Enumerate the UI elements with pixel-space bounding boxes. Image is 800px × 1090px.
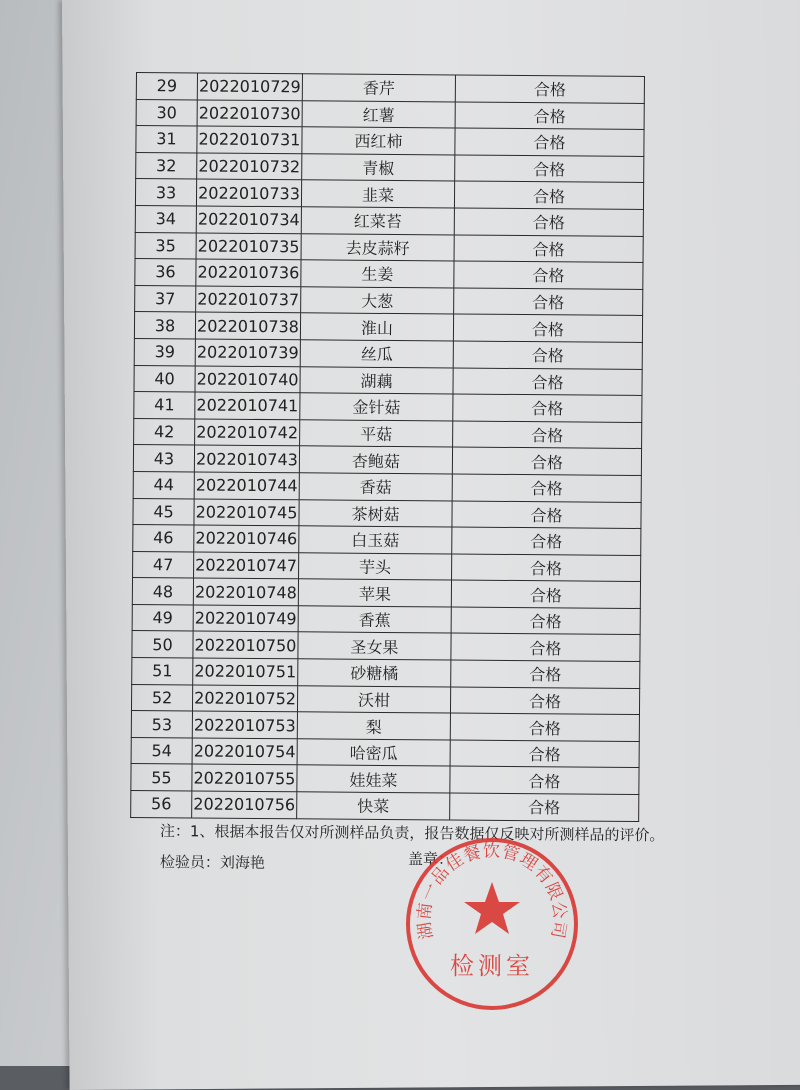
sample-name: 平菇 <box>300 420 453 448</box>
row-number: 43 <box>133 445 194 472</box>
footnote: 注：1、根据本报告仅对所测样品负责，报告数据仅反映对所测样品的评价。 <box>159 821 665 845</box>
test-result: 合格 <box>450 793 639 821</box>
sample-name: 砂糖橘 <box>298 659 451 687</box>
test-result: 合格 <box>452 474 641 502</box>
row-number: 30 <box>136 99 197 126</box>
row-number: 49 <box>132 604 193 631</box>
row-number: 33 <box>135 179 196 206</box>
sample-name: 西红柿 <box>302 127 455 155</box>
seal-label: 盖章： <box>408 850 454 868</box>
sample-name: 圣女果 <box>298 632 451 660</box>
table-row <box>135 232 643 263</box>
table-row <box>134 312 642 343</box>
row-number: 32 <box>136 152 197 179</box>
row-number: 29 <box>136 73 197 100</box>
table-row <box>135 205 643 236</box>
inspection-results-table <box>130 72 645 822</box>
test-result: 合格 <box>452 527 641 555</box>
test-result: 合格 <box>450 740 639 768</box>
row-number: 34 <box>135 205 196 232</box>
row-number: 40 <box>134 365 195 392</box>
seal-star-icon <box>464 882 520 934</box>
table-row <box>134 392 642 423</box>
sample-code: 2022010732 <box>197 153 302 180</box>
sample-name: 娃娃菜 <box>297 765 450 793</box>
table-row <box>136 126 644 157</box>
table-body <box>131 73 645 822</box>
sample-name: 红菜苔 <box>301 207 454 235</box>
sample-name: 淮山 <box>300 313 453 341</box>
row-number: 41 <box>134 392 195 419</box>
sample-code: 2022010748 <box>193 578 298 605</box>
sample-name: 青椒 <box>302 154 455 182</box>
seal-ring-text: 湖南一品佳餐饮管理有限公司 <box>414 841 570 941</box>
sample-code: 2022010734 <box>196 206 301 233</box>
sample-name: 沃柑 <box>297 685 450 713</box>
test-result: 合格 <box>455 155 644 183</box>
test-result: 合格 <box>451 633 640 661</box>
test-result: 合格 <box>452 554 641 582</box>
sample-code: 2022010752 <box>192 685 297 712</box>
sample-name: 香芹 <box>302 74 455 102</box>
sample-name: 梨 <box>297 712 450 740</box>
table-row <box>135 259 643 290</box>
sample-name: 红薯 <box>302 100 455 128</box>
sample-code: 2022010733 <box>196 179 301 206</box>
test-result: 合格 <box>453 368 642 396</box>
test-result: 合格 <box>451 660 640 688</box>
test-result: 合格 <box>453 421 642 449</box>
test-result: 合格 <box>453 394 642 422</box>
table-row <box>131 684 639 715</box>
sample-name: 快菜 <box>297 792 450 820</box>
sample-code: 2022010739 <box>195 339 300 366</box>
row-number: 36 <box>135 259 196 286</box>
test-result: 合格 <box>451 607 640 635</box>
sample-code: 2022010737 <box>196 286 301 313</box>
table-row <box>136 99 644 130</box>
sample-name: 香蕉 <box>298 606 451 634</box>
test-result: 合格 <box>453 341 642 369</box>
row-number: 54 <box>131 737 192 764</box>
row-number: 38 <box>134 312 195 339</box>
table-row <box>133 525 641 556</box>
table-row <box>131 764 639 795</box>
sample-code: 2022010735 <box>196 233 301 260</box>
sample-code: 2022010741 <box>195 392 300 419</box>
row-number: 31 <box>136 126 197 153</box>
test-result: 合格 <box>453 314 642 342</box>
sample-code: 2022010746 <box>194 525 299 552</box>
test-result: 合格 <box>452 447 641 475</box>
table-row <box>133 498 641 529</box>
sample-name: 韭菜 <box>301 180 454 208</box>
row-number: 44 <box>133 471 194 498</box>
table-row <box>133 551 641 582</box>
row-number: 56 <box>131 791 192 818</box>
row-number: 50 <box>132 631 193 658</box>
sample-code: 2022010745 <box>194 498 299 525</box>
row-number: 46 <box>133 525 194 552</box>
row-number: 35 <box>135 232 196 259</box>
official-seal <box>402 834 582 1014</box>
row-number: 47 <box>133 551 194 578</box>
test-result: 合格 <box>455 128 644 156</box>
sample-name: 香菇 <box>299 473 452 501</box>
sample-code: 2022010742 <box>195 419 300 446</box>
sample-code: 2022010747 <box>194 552 299 579</box>
inspector-line: 检验员：刘海艳 <box>159 852 265 872</box>
table-row <box>132 658 640 689</box>
row-number: 51 <box>132 658 193 685</box>
table-row <box>135 179 643 210</box>
table-row <box>134 418 642 449</box>
table-row <box>132 578 640 609</box>
table-row <box>131 737 639 768</box>
sample-code: 2022010756 <box>192 791 297 818</box>
test-result: 合格 <box>454 261 643 289</box>
row-number: 39 <box>134 338 195 365</box>
sample-code: 2022010729 <box>197 73 302 100</box>
row-number: 45 <box>133 498 194 525</box>
sample-code: 2022010755 <box>192 764 297 791</box>
sample-name: 杏鲍菇 <box>299 446 452 474</box>
test-result: 合格 <box>454 288 643 316</box>
sample-name: 白玉菇 <box>299 526 452 554</box>
test-result: 合格 <box>455 75 644 103</box>
sample-code: 2022010731 <box>197 126 302 153</box>
row-number: 37 <box>135 285 196 312</box>
test-result: 合格 <box>450 687 639 715</box>
table-row <box>136 152 644 183</box>
sample-name: 金针菇 <box>300 393 453 421</box>
table-row <box>135 285 643 316</box>
row-number: 52 <box>131 684 192 711</box>
sample-code: 2022010754 <box>192 738 297 765</box>
test-result: 合格 <box>455 102 644 130</box>
sample-code: 2022010751 <box>193 658 298 685</box>
test-result: 合格 <box>451 580 640 608</box>
test-result: 合格 <box>450 766 639 794</box>
sample-code: 2022010743 <box>194 445 299 472</box>
row-number: 55 <box>131 764 192 791</box>
sample-code: 2022010753 <box>192 711 297 738</box>
test-result: 合格 <box>454 208 643 236</box>
sample-code: 2022010744 <box>194 472 299 499</box>
table-row <box>131 711 639 742</box>
sample-name: 湖藕 <box>300 366 453 394</box>
table-row <box>133 471 641 502</box>
table-row <box>133 445 641 476</box>
row-number: 42 <box>134 418 195 445</box>
test-result: 合格 <box>454 181 643 209</box>
table-row <box>134 338 642 369</box>
table-row <box>136 73 644 104</box>
sample-name: 丝瓜 <box>300 340 453 368</box>
test-result: 合格 <box>454 235 643 263</box>
table-row <box>132 604 640 635</box>
sample-code: 2022010740 <box>195 366 300 393</box>
sample-code: 2022010749 <box>193 605 298 632</box>
row-number: 53 <box>131 711 192 738</box>
table-row <box>131 791 639 822</box>
sample-name: 大葱 <box>301 287 454 315</box>
sample-name: 苹果 <box>298 579 451 607</box>
sample-code: 2022010750 <box>193 631 298 658</box>
sample-name: 生姜 <box>301 260 454 288</box>
table-row <box>132 631 640 662</box>
table-row <box>134 365 642 396</box>
sample-code: 2022010736 <box>196 259 301 286</box>
test-result: 合格 <box>452 500 641 528</box>
sample-name: 哈密瓜 <box>297 739 450 767</box>
sample-name: 茶树菇 <box>299 499 452 527</box>
row-number: 48 <box>132 578 193 605</box>
sample-code: 2022010730 <box>197 100 302 127</box>
test-result: 合格 <box>450 713 639 741</box>
seal-center-text: 检测室 <box>450 952 534 980</box>
sample-code: 2022010738 <box>195 312 300 339</box>
sample-name: 去皮蒜籽 <box>301 233 454 261</box>
sample-name: 芋头 <box>299 552 452 580</box>
